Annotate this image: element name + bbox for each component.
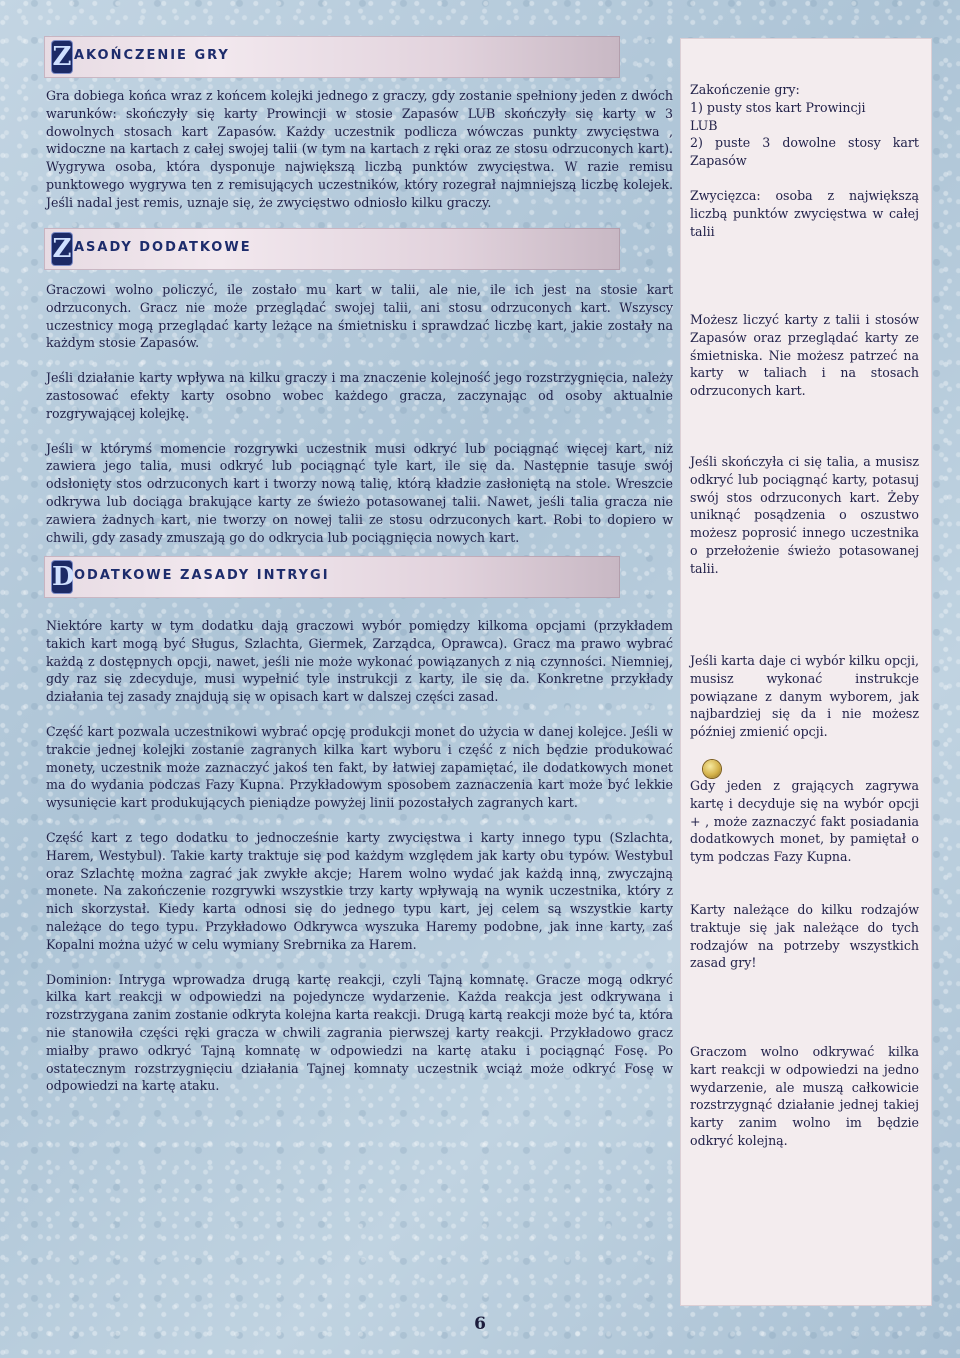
section-banner-end xyxy=(44,36,620,78)
page-number: 6 xyxy=(474,1314,486,1334)
paragraph: Jeśli w którymś momencie rozgrywki uczestnik musi odkryć lub pociągnąć więcej kart, niż zawiera jego talia, musi odkryć lub pociągnąć tyle kart, ile się da. Następnie tasuje swój odsłonięty stos odrzuconych kart i tworzy nową talię, którą kładzie zasłoniętą na stole. Wreszcie odkrywa lub dociąga brakujące karty ze świeżo potasowanej talii. Nawet, jeśli talia gracza nie zawiera żadnych kart, nie tworzy on nowej talii ze stosu odrzuconych kart. Robi to dopiero w chwili, gdy zasady zmuszają go do odkrycia lub pociągnięcia nowych kart. xyxy=(46,440,673,545)
sidebar-reaction-note xyxy=(690,1043,919,1150)
paragraph: Graczowi wolno policzyć, ile zostało mu kart w talii, ale nie, ile ich jest na stosie kart odrzuconych. Gracz nie może przeglądać swojej talii, ani stosu odrzuconych kart. Wszyscy uczestnicy mogą przeglądać karty leżące na śmietnisku i sprawdzać liczbę kart, jakie zostały na każdym stosie Zapasów. xyxy=(46,282,673,351)
sidebar-text: Graczom wolno odkrywać kilka kart reakcji w odpowiedzi na jedno wydarzenie, ale muszą całkowicie rozstrzygnąć działanie jednej takiej karty zanim wolno im będzie odkryć kolejną. xyxy=(690,1044,919,1148)
banner-initial: Z xyxy=(52,42,72,72)
intrigue-rules-text xyxy=(46,617,673,1112)
sidebar-line: LUB xyxy=(690,117,718,133)
sidebar-text: Jeśli skończyła ci się talia, a musisz odkryć lub pociągnąć karty, potasuj swój stos odrzuconych kart. Żeby uniknąć posądzenia o oszustwo możesz poprosić innego uczestnika o przełożenie świeżo potasowanej talii. xyxy=(690,454,919,576)
end-rules-text xyxy=(46,87,673,229)
sidebar-line: 2) puste 3 dowolne stosy kart Zapasów xyxy=(690,135,919,169)
sidebar-count-note xyxy=(690,311,919,400)
paragraph: Dominion: Intryga wprowadza drugą kartę reakcji, czyli Tajną komnatę. Gracze mogą odkryć kilka kart reakcji w odpowiedzi na pojedyncze wydarzenie. Każda reakcja jest odkrywana i rozstrzygana zanim zostanie odkryta kolejna karta reakcji. Drugą kartą reakcji może być ta, która nie stanowiła części ręki gracza w chwili zagrania pierwszej karty reakcji. Przykładowo gracz miałby prawo odkryć Tajną komnatę w odpowiedzi na kartę ataku i pociągnąć Fosę. Po ostatecznym rozstrzygnięciu działania Tajnej komnaty uczestnik wciąż może odkryć Fosę w odpowiedzi na kartę ataku. xyxy=(46,971,673,1094)
sidebar-text: Jeśli karta daje ci wybór kilku opcji, musisz wykonać instrukcje powiązane z danym wyborem, jak najbardziej się da i nie możesz później zmienić opcji. xyxy=(690,653,919,740)
sidebar-text: Możesz liczyć karty z talii i stosów Zapasów oraz przeglądać karty ze śmietniska. Nie możesz patrzeć na karty w taliach i na stosach odrzuconych kart. xyxy=(690,312,919,399)
section-banner-intrigue xyxy=(44,556,620,598)
sidebar-choice-note xyxy=(690,652,919,741)
section-banner-extra xyxy=(44,228,620,270)
sidebar-reshuffle-note xyxy=(690,453,919,578)
banner-initial: D xyxy=(52,562,75,592)
coin-icon xyxy=(703,760,721,778)
sidebar-winner-note xyxy=(690,187,919,240)
sidebar-text: Gdy jeden z grających zagrywa kartę i decyduje się na wybór opcji + , może zaznaczyć fakt posiadania dodatkowych monet, by pamiętał o tym podczas Fazy Kupna. xyxy=(690,778,919,865)
banner-title: ASADY DODATKOWE xyxy=(74,240,252,255)
sidebar-text: Zwycięzca: osoba z największą liczbą punktów zwycięstwa w całej talii xyxy=(690,188,919,239)
paragraph: Jeśli działanie karty wpływa na kilku graczy i ma znaczenie kolejność jego rozstrzygnięcia, należy zastosować efekty karty osobno wobec każdego gracza, zaczynając od osoby aktualnie rozgrywającej kolejkę. xyxy=(46,370,673,421)
banner-title: AKOŃCZENIE GRY xyxy=(74,48,230,63)
paragraph: Część kart pozwala uczestnikowi wybrać opcję produkcji monet do użycia w danej kolejce. Jeśli w trakcie jednej kolejki zostanie zagranych kilka kart wyboru i część z nich będzie produkować monety, uczestnik może zaznaczyć jakoś ten fakt, by łatwiej zapamiętać, ile dodatkowych monet ma do wydania podczas Fazy Kupna. Przykładowym sposobem zaznaczenia kart może być lekkie wysunięcie kart produkujących pieniądze powyżej linii pozostałych zagranych kart. xyxy=(46,723,673,811)
sidebar-line: 1) pusty stos kart Prowincji xyxy=(690,99,866,115)
banner-title: ODATKOWE ZASADY INTRYGI xyxy=(74,568,330,583)
extra-rules-text xyxy=(46,281,673,563)
sidebar-end-summary xyxy=(690,81,919,170)
sidebar-text: Karty należące do kilku rodzajów traktuje się jak należące do tych rodzajów na potrzeby wszystkich zasad gry! xyxy=(690,902,919,971)
paragraph: Niektóre karty w tym dodatku dają graczowi wybór pomiędzy kilkoma opcjami (przykładem takich kart mogą być Sługus, Szlachta, Giermek, Zarządca, Oprawca). Gracz ma prawo wybrać każdą z dostępnych opcji, nawet, jeśli nie może wykonać powiązanych z nią czynności. Niemniej, gdy raz się zdecyduje, musi wypełnić tyle instrukcji z karty, ile się da. Konkretne przykłady działania tej zasady znajdują się w opisach kart w dalszej części zasad. xyxy=(46,618,673,705)
paragraph: Część kart z tego dodatku to jednocześnie karty zwycięstwa i karty innego typu (Szlachta, Harem, Westybul). Takie karty traktuje się pod każdym względem jak karty obu typów. Westybul oraz Szlachtę można zagrać jak zwykłe akcje; Harem wolno wydać jak każdą inną, zwyczajną monete. Na zakończenie rozgrywki wszystkie trzy karty wpływają na wynik uczestnika, który z nich skorzystał. Kiedy karta odnosi się do jednego typu kart, jej celem są wszystkie karty należące do tego typu. Przykładowo Odkrywca wyszuka Haremy podobne, jak inne karty, zaś Kopalni można użyć w celu wymiany Srebrnika za Harem. xyxy=(46,829,673,952)
sidebar-coins-note xyxy=(690,777,919,866)
banner-initial: Z xyxy=(52,234,72,264)
sidebar-line: Zakończenie gry: xyxy=(690,82,800,97)
paragraph: Gra dobiega końca wraz z końcem kolejki jednego z graczy, gdy zostanie spełniony jeden z dwóch warunków: skończyły się karty Prowincji w stosie Zapasów LUB skończyły się karty w 3 dowolnych stosach kart Zapasów. Każdy uczestnik podlicza wówczas punkty zwycięstwa , widoczne na kartach z całej swojej talii (w tym na kartach z ręki oraz ze stosu odrzuconych kart). Wygrywa osoba, która dysponuje największą liczbą punktów zwycięstwa. W razie remisu punktowego wygrywa ten z remisujących uczestników, który rozegrał najmniejszą liczbę kolejek. Jeśli nadal jest remis, uznaje się, że zwycięstwo odniosło kilku graczy. xyxy=(46,88,673,210)
sidebar-types-note xyxy=(690,901,919,972)
